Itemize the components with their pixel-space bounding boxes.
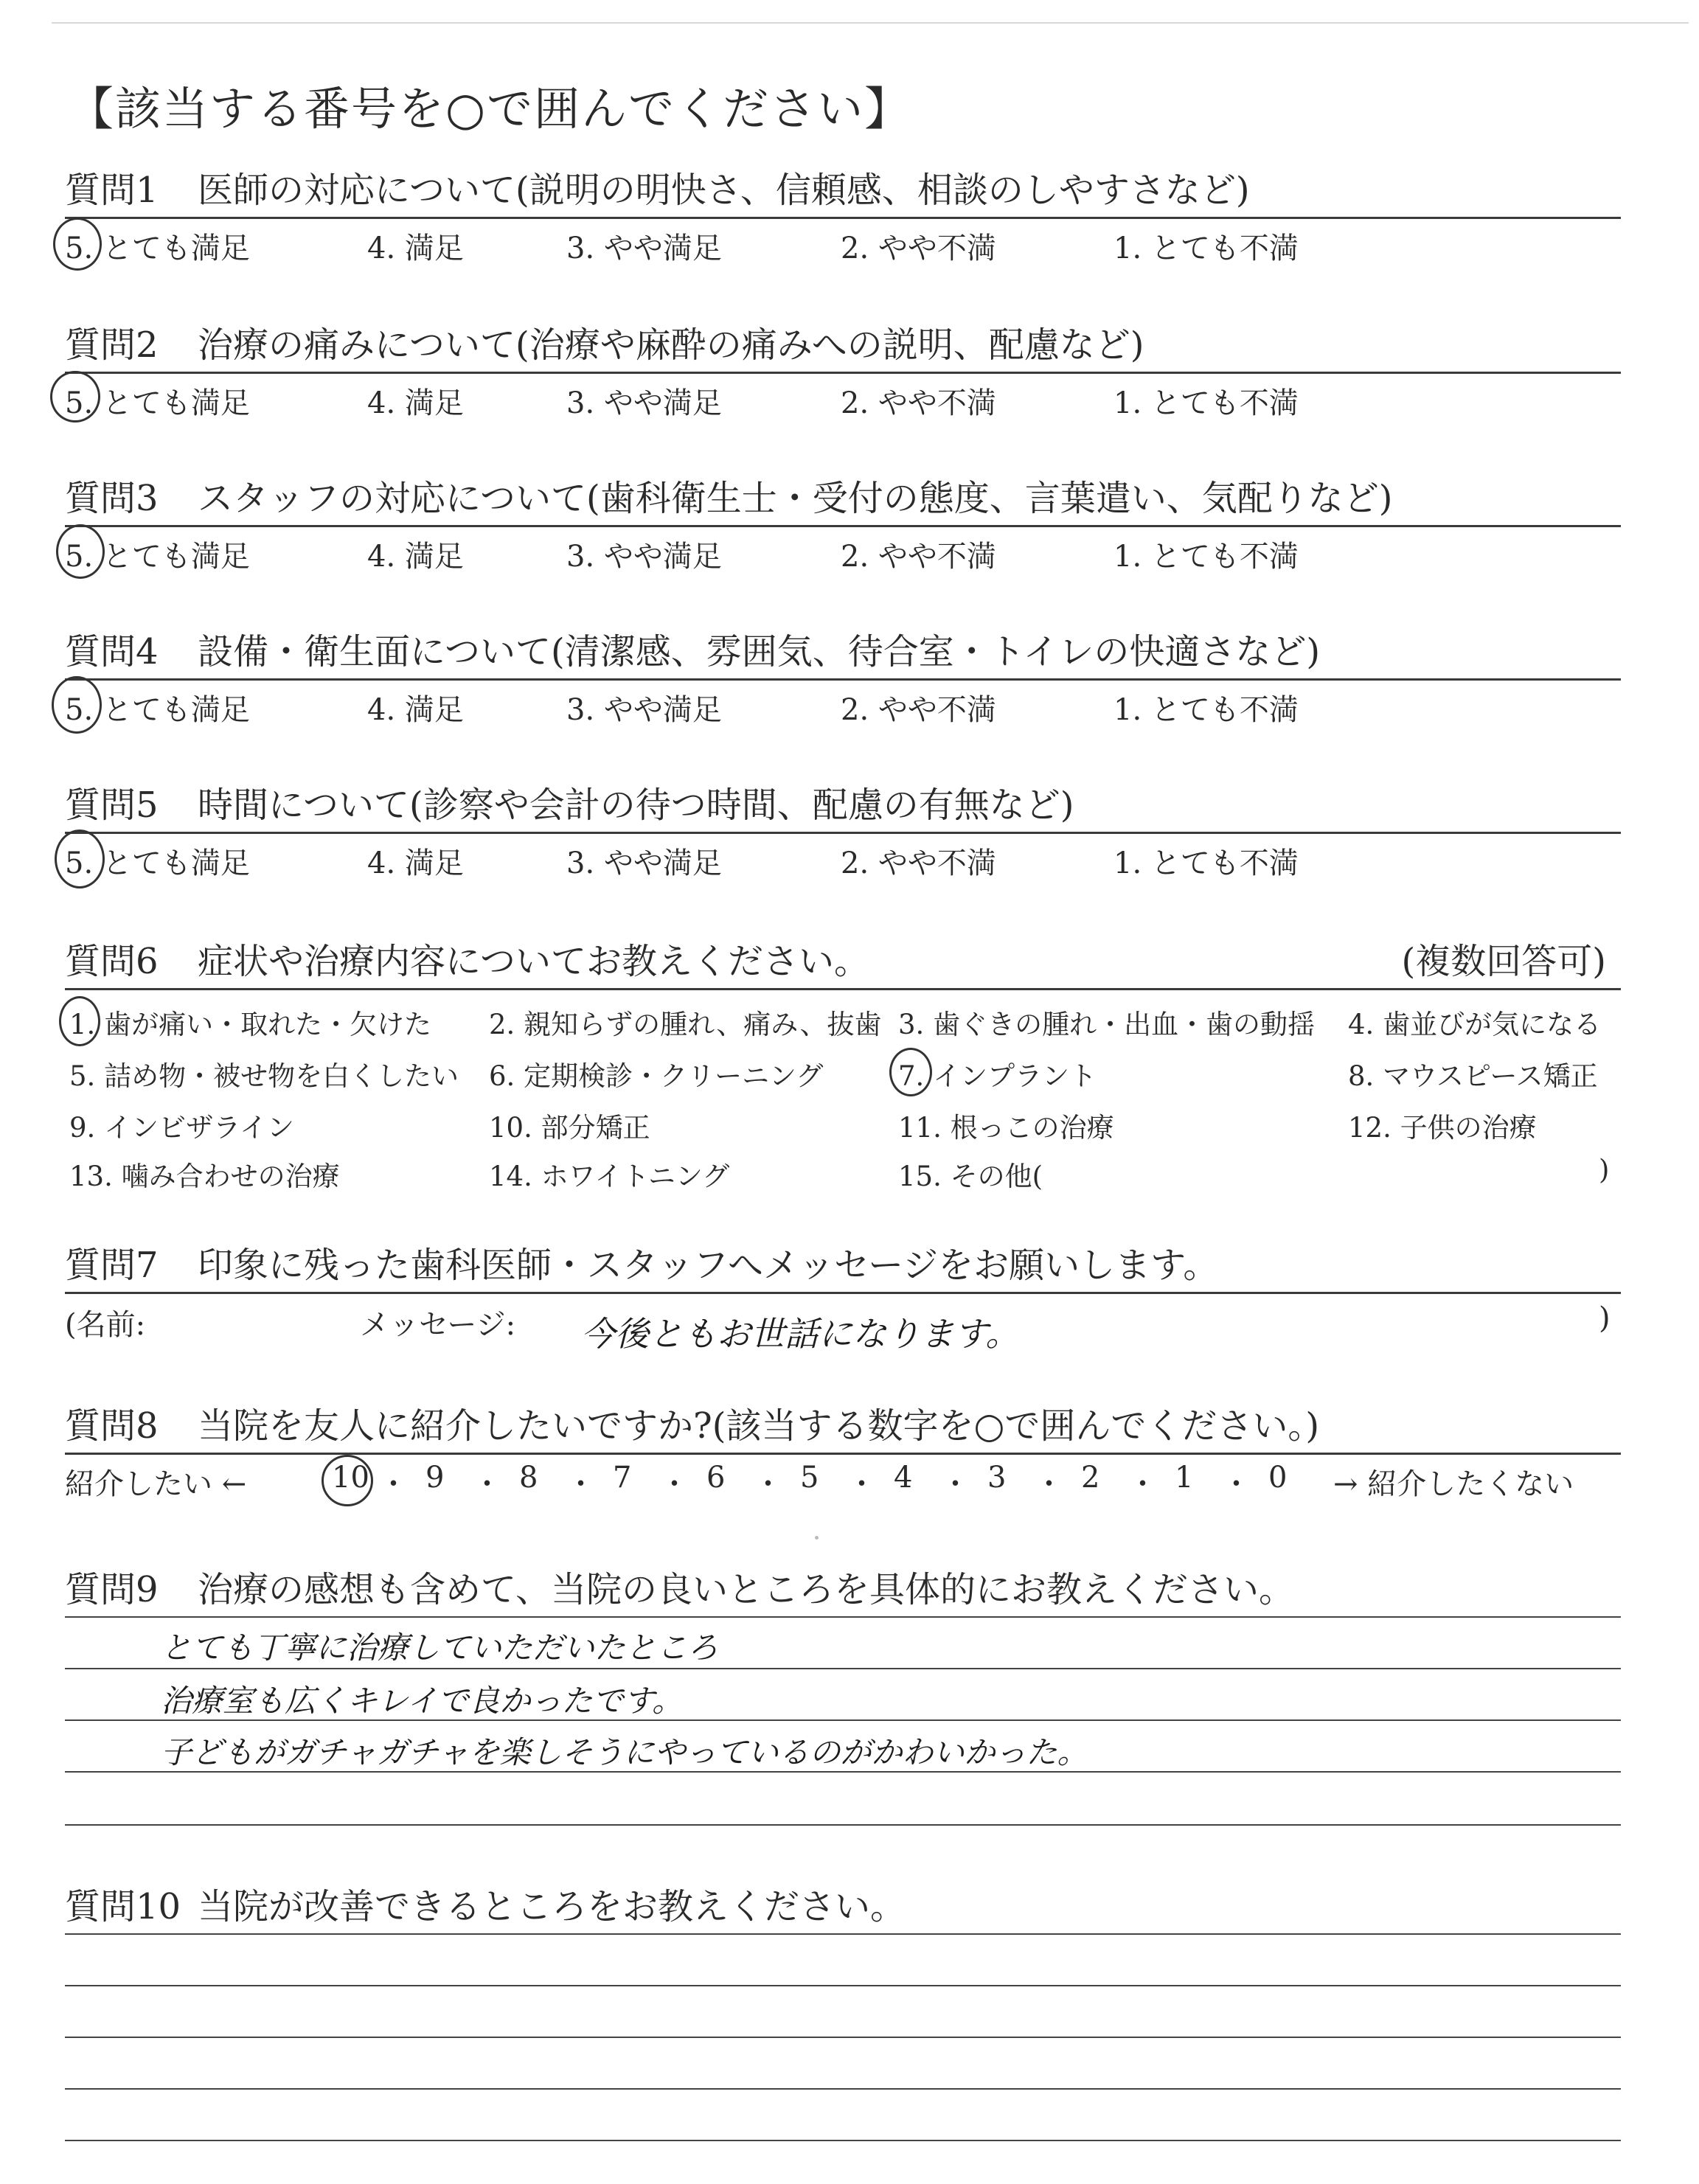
question-number: 質問3 — [65, 478, 159, 519]
handwritten-message[interactable]: 今後ともお世話になります。 — [581, 1314, 1020, 1354]
answer-line — [65, 1616, 1621, 1618]
option-5[interactable]: 5. とても満足 — [65, 232, 250, 265]
handwritten-answer-line-1[interactable]: とても丁寧に治療していただいたところ — [161, 1630, 719, 1666]
scale-number-3[interactable]: 3 — [987, 1461, 1007, 1495]
answer-line — [65, 1985, 1621, 1986]
option-3[interactable]: 3. やや満足 — [566, 232, 722, 265]
option-4[interactable]: 4. 満足 — [367, 693, 464, 727]
question-number: 質問9 — [65, 1569, 159, 1610]
question-1 — [65, 164, 1621, 266]
option-2[interactable]: 2. やや不満 — [841, 540, 996, 574]
question-text: 印象に残った歯科医師・スタッフへメッセージをお願いします。 — [198, 1245, 1219, 1286]
question-text: 当院が改善できるところをお教えください。 — [198, 1886, 906, 1927]
question-5 — [65, 779, 1621, 881]
option-1[interactable]: 1. とても不満 — [1113, 540, 1299, 574]
option-3[interactable]: 3. やや満足 — [566, 386, 722, 420]
question-2 — [65, 319, 1621, 421]
option-2[interactable]: 2. やや不満 — [841, 846, 996, 880]
scale-number-7[interactable]: 7 — [613, 1461, 632, 1495]
scale-number-9[interactable]: 9 — [425, 1461, 445, 1495]
option-4[interactable]: 4. 満足 — [367, 540, 464, 574]
selection-circle-mark — [52, 676, 102, 734]
question-6 — [65, 935, 1621, 1204]
recommend-left-label: 紹介したい ← — [65, 1467, 247, 1501]
selection-circle-mark — [50, 371, 100, 422]
question-number: 質問5 — [65, 785, 159, 826]
answer-line — [65, 2037, 1621, 2038]
selection-circle-mark — [56, 524, 105, 579]
selection-circle-mark — [889, 1048, 932, 1096]
scale-number-1[interactable]: 1 — [1175, 1461, 1194, 1495]
answer-line — [65, 1668, 1621, 1669]
scale-number-6[interactable]: 6 — [706, 1461, 726, 1495]
question-text: 医師の対応について(説明の明快さ、信頼感、相談のしやすさなど) — [198, 170, 1250, 211]
option-4[interactable]: 4. 満足 — [367, 232, 464, 265]
scale-separator: ・ — [659, 1467, 689, 1501]
multiple-answer-note: (複数回答可) — [1401, 941, 1606, 982]
scale-number-4[interactable]: 4 — [894, 1461, 913, 1495]
option-1[interactable]: 1. とても不満 — [1113, 693, 1299, 727]
symptom-option-7[interactable]: 7. インプラント — [898, 1060, 1097, 1092]
scale-separator: ・ — [1128, 1467, 1158, 1501]
symptom-option-11[interactable]: 11. 根っこの治療 — [898, 1112, 1114, 1144]
answer-line — [65, 2140, 1621, 2141]
selection-circle-mark — [59, 996, 100, 1046]
scale-number-0[interactable]: 0 — [1268, 1461, 1288, 1495]
symptom-option-3[interactable]: 3. 歯ぐきの腫れ・出血・歯の動揺 — [898, 1009, 1316, 1040]
question-9 — [65, 1563, 1621, 1896]
scan-speck — [815, 1536, 819, 1540]
scale-separator: ・ — [753, 1467, 783, 1501]
question-text: 時間について(診察や会計の待つ時間、配慮の有無など) — [198, 785, 1074, 826]
question-text: スタッフの対応について(歯科衛生士・受付の態度、言葉遣い、気配りなど) — [198, 478, 1393, 519]
question-number: 質問10 — [65, 1886, 181, 1927]
page-title: 【該当する番号を○で囲んでください】 — [68, 82, 912, 136]
question-text: 当院を友人に紹介したいですか?(該当する数字を○で囲んでください。) — [198, 1405, 1320, 1447]
question-4 — [65, 625, 1621, 728]
question-number: 質問4 — [65, 631, 159, 672]
scale-number-10[interactable]: 10 — [332, 1461, 369, 1495]
option-4[interactable]: 4. 満足 — [367, 846, 464, 880]
handwritten-answer-line-3[interactable]: 子どもがガチャガチャを楽しそうにやっているのがかわいかった。 — [161, 1734, 1088, 1770]
page-top-border — [52, 22, 1689, 24]
scale-separator: ・ — [566, 1467, 596, 1501]
symptom-option-8[interactable]: 8. マウスピース矯正 — [1348, 1060, 1598, 1092]
question-number: 質問2 — [65, 324, 159, 366]
symptom-option-6[interactable]: 6. 定期検診・クリーニング — [489, 1060, 824, 1092]
question-number: 質問6 — [65, 941, 159, 982]
message-close-paren: ) — [1599, 1301, 1611, 1335]
question-text: 設備・衛生面について(清潔感、雰囲気、待合室・トイレの快適さなど) — [198, 631, 1321, 672]
selection-circle-mark — [55, 830, 105, 888]
option-5[interactable]: 5. とても満足 — [65, 540, 250, 574]
scale-number-2[interactable]: 2 — [1081, 1461, 1100, 1495]
question-8 — [65, 1399, 1621, 1506]
symptom-option-14[interactable]: 14. ホワイトニング — [489, 1161, 730, 1192]
question-3 — [65, 472, 1621, 574]
option-3[interactable]: 3. やや満足 — [566, 540, 722, 574]
option-2[interactable]: 2. やや不満 — [841, 386, 996, 420]
scale-separator: ・ — [1034, 1467, 1064, 1501]
scale-separator: ・ — [472, 1467, 502, 1501]
scale-separator: ・ — [847, 1467, 877, 1501]
symptom-option-2[interactable]: 2. 親知らずの腫れ、痛み、抜歯 — [489, 1009, 882, 1040]
message-label: メッセージ: — [360, 1308, 516, 1342]
option-4[interactable]: 4. 満足 — [367, 386, 464, 420]
recommend-right-label: → 紹介したくない — [1333, 1467, 1574, 1501]
scale-separator: ・ — [940, 1467, 970, 1501]
scale-separator: ・ — [1221, 1467, 1251, 1501]
symptom-option-10[interactable]: 10. 部分矯正 — [489, 1112, 650, 1144]
symptom-option-5[interactable]: 5. 詰め物・被せ物を白くしたい — [69, 1060, 459, 1092]
scale-number-5[interactable]: 5 — [800, 1461, 819, 1495]
symptom-option-1[interactable]: 1. 歯が痛い・取れた・欠けた — [69, 1009, 432, 1040]
answer-line — [65, 1933, 1621, 1935]
option-1[interactable]: 1. とても不満 — [1113, 846, 1299, 880]
option-1[interactable]: 1. とても不満 — [1113, 232, 1299, 265]
option-5[interactable]: 5. とても満足 — [65, 693, 250, 727]
option-3[interactable]: 3. やや満足 — [566, 846, 722, 880]
symptom-option-9[interactable]: 9. インビザライン — [69, 1112, 294, 1144]
option-1[interactable]: 1. とても不満 — [1113, 386, 1299, 420]
question-10 — [65, 1880, 1621, 2184]
handwritten-answer-line-2[interactable]: 治療室も広くキレイで良かったです。 — [161, 1683, 684, 1719]
option-2[interactable]: 2. やや不満 — [841, 232, 996, 265]
option-5[interactable]: 5. とても満足 — [65, 386, 250, 420]
symptom-option-12[interactable]: 12. 子供の治療 — [1348, 1112, 1537, 1144]
question-text: 症状や治療内容についてお教えください。 — [198, 941, 870, 982]
symptom-option-13[interactable]: 13. 噛み合わせの治療 — [69, 1161, 340, 1192]
answer-line — [65, 2088, 1621, 2090]
question-number: 質問1 — [65, 170, 159, 211]
question-text: 治療の痛みについて(治療や麻酔の痛みへの説明、配慮など) — [198, 324, 1144, 366]
selection-circle-mark — [53, 218, 102, 271]
question-7 — [65, 1239, 1621, 1353]
option-5[interactable]: 5. とても満足 — [65, 846, 250, 880]
answer-line — [65, 1824, 1621, 1826]
question-text: 治療の感想も含めて、当院の良いところを具体的にお教えください。 — [198, 1569, 1295, 1610]
symptom-option-4[interactable]: 4. 歯並びが気になる — [1348, 1009, 1602, 1040]
scale-separator: ・ — [378, 1467, 409, 1501]
option-3[interactable]: 3. やや満足 — [566, 693, 722, 727]
question-number: 質問8 — [65, 1405, 159, 1447]
symptom-option-15[interactable]: 15. その他( — [898, 1161, 1043, 1192]
option-2[interactable]: 2. やや不満 — [841, 693, 996, 727]
other-close-paren: ) — [1599, 1154, 1610, 1186]
name-label: (名前: — [65, 1308, 146, 1342]
scale-number-8[interactable]: 8 — [519, 1461, 538, 1495]
question-number: 質問7 — [65, 1245, 159, 1286]
